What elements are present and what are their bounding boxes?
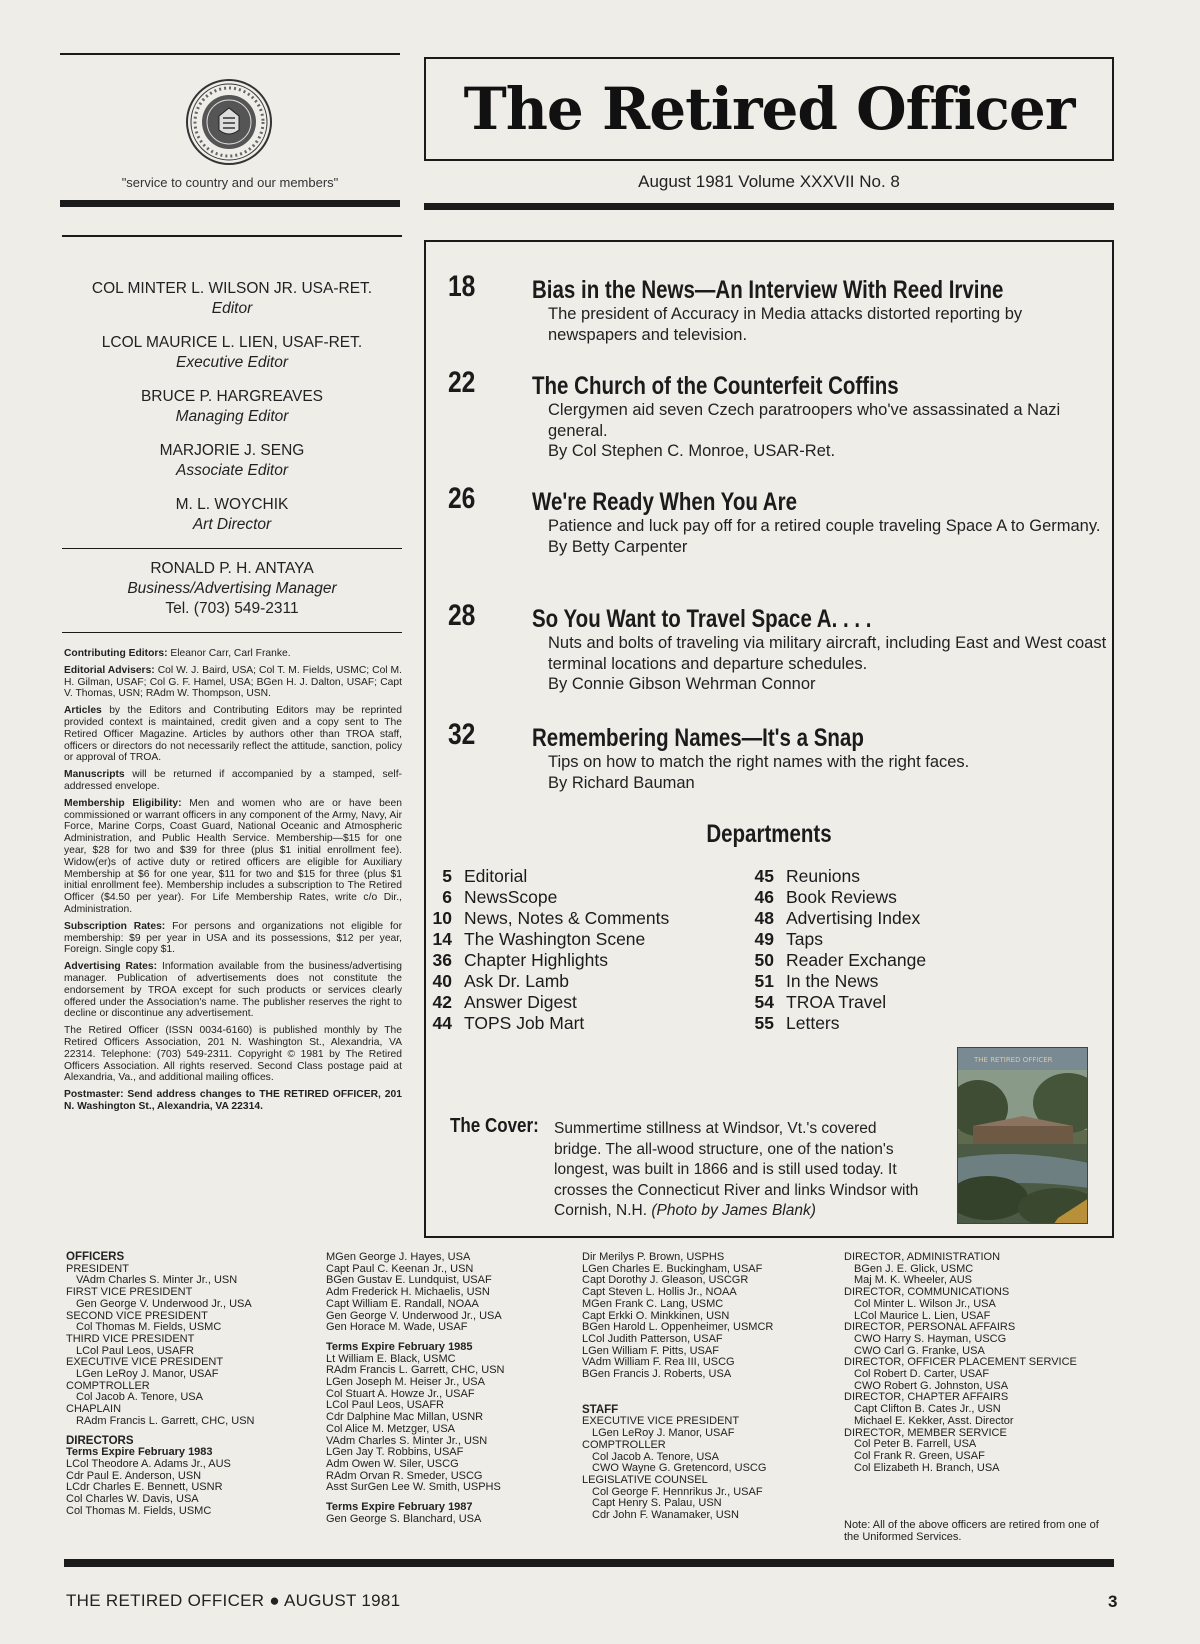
roster-line: Col Stuart A. Howze Jr., USAF <box>326 1387 475 1400</box>
department-item[interactable]: 6 NewsScope <box>442 887 558 907</box>
roster-line: Col Jacob A. Tenore, USA <box>592 1450 719 1463</box>
postmaster-notice: Postmaster: Send address changes to THE RETIRED OFFICER, 201 N. Washington St., Alexandria, VA 22314. <box>64 1089 402 1112</box>
department-item[interactable]: 42 Answer Digest <box>432 992 577 1012</box>
photo-credit: (Photo by James Blank) <box>651 1202 816 1219</box>
roster-line: LCol Paul Leos, USAFR <box>326 1399 444 1412</box>
staff-editor <box>62 280 402 318</box>
roster-line: LCol Theodore A. Adams Jr., AUS <box>66 1457 231 1470</box>
article-page-number: 18 <box>448 270 476 303</box>
roster-line: Capt Henry S. Palau, USN <box>592 1497 722 1510</box>
masthead <box>424 57 1114 161</box>
departments-right-column <box>746 866 926 1034</box>
footer-rule <box>64 1559 1114 1567</box>
roster-line: Col Jacob A. Tenore, USA <box>76 1391 203 1404</box>
departments-heading: Departments <box>706 820 832 848</box>
magazine-title: The Retired Officer <box>463 75 1075 143</box>
roster-line: Col Thomas M. Fields, USMC <box>76 1321 222 1334</box>
department-item[interactable]: 10 News, Notes & Comments <box>432 908 670 928</box>
article-byline: By Connie Gibson Wehrman Connor <box>548 675 816 693</box>
fine-print-paragraph: Membership Eligibility: Men and women who are or have been commissioned or warrant officers in any component of the Army, Navy, Air Force, Marine Corps, Coast Guard, National Oceanic and Atmospheric Administration, and Public Health Service. Membership—$15 for one year, $28 for two and $39 for three (plus $1 initial enrollment fee). Widow(er)s of active duty or retired officers are eligible for Auxiliary Membership at $6 for one year, $11 for two and $15 for three (plus $1 initial enrollment fee). Membership includes a subscription to The Retired Officer ($4.50 per year). For Life Membership Rates, write c/o Dir., Administration. <box>64 797 402 915</box>
article-page-number: 28 <box>448 599 476 632</box>
article-byline: By Betty Carpenter <box>548 537 688 556</box>
staff-role: Executive Editor <box>176 354 288 371</box>
staff-directors-column <box>844 1252 1114 1474</box>
roster-line: DIRECTOR, PERSONAL AFFAIRS <box>844 1321 1016 1334</box>
roster-line: Capt Erkki O. Minkkinen, USN <box>582 1309 730 1322</box>
roster-line: PRESIDENT <box>66 1262 129 1275</box>
roster-line: COMPTROLLER <box>582 1438 666 1451</box>
cover-label: The Cover: <box>450 1115 539 1137</box>
spacer <box>582 1389 822 1397</box>
header-bottom-rule-right <box>424 203 1114 210</box>
roster-line: BGen J. E. Glick, USMC <box>854 1262 974 1275</box>
article-description: The president of Accuracy in Media attacks distorted reporting by newspapers and television. <box>548 305 1023 344</box>
officers-note: Note: All of the above officers are retired from one of the Uniformed Services. <box>844 1519 1099 1543</box>
roster-line: VAdm Charles S. Minter Jr., USN <box>76 1274 238 1287</box>
staff-role: Managing Editor <box>175 408 289 425</box>
roster-line: MGen George J. Hayes, USA <box>326 1251 471 1263</box>
roster-line: RAdm Francis L. Garrett, CHC, USN <box>76 1414 255 1427</box>
staff-managing-editor <box>62 388 402 426</box>
roster-line: Col Peter B. Farrell, USA <box>854 1438 977 1451</box>
department-item[interactable]: 55 Letters <box>754 1013 840 1033</box>
roster-line: BGen Gustav E. Lundquist, USAF <box>326 1274 492 1287</box>
roster-line: DIRECTOR, OFFICER PLACEMENT SERVICE <box>844 1356 1077 1369</box>
directors-staff-column <box>582 1252 822 1522</box>
department-item[interactable]: 50 Reader Exchange <box>754 950 927 970</box>
roster-line: COMPTROLLER <box>66 1379 150 1392</box>
roster-line: LGen LeRoy J. Manor, USAF <box>592 1427 735 1440</box>
article-title[interactable]: Remembering Names—It's a Snap <box>532 724 864 752</box>
department-item[interactable]: 14 The Washington Scene <box>432 929 646 949</box>
roster-line: Col Robert D. Carter, USAF <box>854 1368 990 1381</box>
term-heading: Terms Expire February 1985 <box>326 1340 473 1353</box>
staff-name: RONALD P. H. ANTAYA <box>150 560 314 577</box>
roster-line: FIRST VICE PRESIDENT <box>66 1286 193 1299</box>
staff-role: Associate Editor <box>176 462 288 479</box>
staff-top-rule <box>62 235 402 237</box>
page-number: 3 <box>1108 1592 1118 1611</box>
motto: "service to country and our members" <box>121 175 339 190</box>
roster-line: Asst SurGen Lee W. Smith, USPHS <box>326 1481 501 1494</box>
footer-publication-line: THE RETIRED OFFICER ● AUGUST 1981 <box>66 1591 401 1610</box>
staff-name: M. L. WOYCHIK <box>175 496 289 513</box>
department-item[interactable]: 51 In the News <box>754 971 879 991</box>
article-page-number: 26 <box>448 482 476 515</box>
staff-bottom-rule <box>62 632 402 633</box>
fine-print-paragraph: Articles by the Editors and Contributing Editors may be reprinted provided context is maintained, credit given and a copy sent to The Retired Officer Magazine. Articles by authors other than TROA staff, officers or directors do not necessarily reflect the attitude, sanction, policy or approval of TROA. <box>64 705 402 764</box>
roster-line: DIRECTOR, ADMINISTRATION <box>844 1251 1001 1263</box>
header-top-rule-left <box>60 53 400 55</box>
roster-line: SECOND VICE PRESIDENT <box>66 1309 208 1322</box>
roster-line: Col Thomas M. Fields, USMC <box>66 1504 212 1517</box>
roster-line: MGen Frank C. Lang, USMC <box>582 1297 724 1310</box>
staff-associate-editor <box>62 442 402 480</box>
department-item[interactable]: 46 Book Reviews <box>754 887 897 907</box>
roster-line: Gen Horace M. Wade, USAF <box>326 1321 468 1334</box>
roster-line: LGen Charles E. Buckingham, USAF <box>582 1262 763 1275</box>
roster-line: DIRECTOR, CHAPTER AFFAIRS <box>844 1391 1009 1404</box>
roster-line: Col Charles W. Davis, USA <box>66 1493 199 1506</box>
roster-line: CHAPLAIN <box>66 1403 122 1416</box>
roster-line: CWO Wayne G. Gretencord, USCG <box>592 1462 767 1475</box>
staff-business-manager <box>62 560 402 618</box>
roster-line: LGen Joseph M. Heiser Jr., USA <box>326 1376 485 1389</box>
fine-print-paragraph: Contributing Editors: Eleanor Carr, Carl Franke. <box>64 648 291 659</box>
covered-bridge-photo <box>958 1048 1088 1224</box>
roster-line: Michael E. Kekker, Asst. Director <box>854 1414 1014 1427</box>
roster-line: Col Alice M. Metzger, USA <box>326 1422 455 1435</box>
department-item[interactable]: 44 TOPS Job Mart <box>432 1013 585 1033</box>
staff-name: LCOL MAURICE L. LIEN, USAF-RET. <box>101 334 363 351</box>
roster-line: Maj M. K. Wheeler, AUS <box>854 1274 972 1287</box>
staff-name: COL MINTER L. WILSON JR. USA-RET. <box>91 280 373 297</box>
roster-line: Lt William E. Black, USMC <box>326 1352 456 1365</box>
roster-line: Capt Steven L. Hollis Jr., NOAA <box>582 1286 737 1299</box>
roster-line: BGen Harold L. Oppenheimer, USMCR <box>582 1321 774 1334</box>
association-seal-logo <box>185 78 273 166</box>
section-heading: OFFICERS <box>66 1251 125 1263</box>
article-description: Clergymen aid seven Czech paratroopers who've assassinated a Nazi general. By Col Stephen C. Monroe, USAR-Ret. <box>548 400 1108 462</box>
staff-art-director <box>62 496 402 534</box>
section-heading: STAFF <box>582 1403 619 1416</box>
roster-line: Capt Dorothy J. Gleason, USCGR <box>582 1274 749 1287</box>
staff-name: BRUCE P. HARGREAVES <box>140 388 324 405</box>
spacer <box>582 1397 822 1405</box>
fine-print-paragraph: Advertising Rates: Information available from the business/advertising manager. Publication of advertisements does not constitute the endorsement by TROA except for such products or services clearly offered under the Association's name. The publisher reserves the right to decline or discontinue any advertisement. <box>64 961 402 1020</box>
article-page-number: 32 <box>448 718 476 751</box>
article-byline: By Col Stephen C. Monroe, USAR-Ret. <box>548 442 836 460</box>
article-title[interactable]: We're Ready When You Are <box>532 488 798 516</box>
roster-line: Col George F. Hennrikus Jr., USAF <box>592 1485 763 1498</box>
roster-line: Adm Frederick H. Michaelis, USN <box>326 1286 490 1299</box>
staff-divider <box>62 548 402 549</box>
directors-column <box>326 1252 556 1525</box>
header-bottom-rule <box>60 200 400 207</box>
term-heading: Terms Expire February 1987 <box>326 1501 473 1514</box>
roster-line: Gen George V. Underwood Jr., USA <box>326 1309 502 1322</box>
department-item[interactable]: 36 Chapter Highlights <box>432 950 608 970</box>
roster-line: LGen Jay T. Robbins, USAF <box>326 1446 464 1459</box>
roster-line: RAdm Orvan R. Smeder, USCG <box>326 1469 483 1482</box>
department-item[interactable]: 40 Ask Dr. Lamb <box>432 971 570 991</box>
roster-line: LGen William F. Pitts, USAF <box>582 1344 719 1357</box>
term-heading: Terms Expire February 1983 <box>66 1446 213 1459</box>
issue-line: August 1981 Volume XXXVII No. 8 <box>638 172 900 191</box>
staff-name: MARJORIE J. SENG <box>159 442 305 459</box>
publication-fine-print <box>64 648 402 1118</box>
cover-thumbnail-image[interactable] <box>957 1047 1088 1224</box>
roster-line: Adm Owen W. Siler, USCG <box>326 1457 459 1470</box>
table-of-contents <box>424 240 1114 1238</box>
roster-line: Capt William E. Randall, NOAA <box>326 1297 479 1310</box>
department-item[interactable]: 45 Reunions <box>754 866 860 886</box>
article-page-number: 22 <box>448 366 476 399</box>
roster-line: LGen LeRoy J. Manor, USAF <box>76 1368 219 1381</box>
roster-line: Gen George V. Underwood Jr., USA <box>76 1297 252 1310</box>
department-item[interactable]: 49 Taps <box>754 929 823 949</box>
roster-line: LCdr Charles E. Bennett, USNR <box>66 1481 223 1494</box>
spacer <box>582 1381 822 1389</box>
roster-line: Cdr John F. Wanamaker, USN <box>592 1509 739 1522</box>
roster-line: DIRECTOR, MEMBER SERVICE <box>844 1426 1007 1439</box>
cover-thumbnail-title: THE RETIRED OFFICER <box>974 1056 1053 1064</box>
department-item[interactable]: 48 Advertising Index <box>754 908 921 928</box>
article-byline: By Richard Bauman <box>548 773 695 792</box>
roster-line: Col Elizabeth H. Branch, USA <box>854 1461 1000 1474</box>
roster-line: EXECUTIVE VICE PRESIDENT <box>582 1415 740 1428</box>
roster-line: BGen Francis J. Roberts, USA <box>582 1368 732 1381</box>
officers-column <box>66 1252 296 1517</box>
roster-line: Col Minter L. Wilson Jr., USA <box>854 1297 996 1310</box>
fine-print-paragraph: Manuscripts will be returned if accompanied by a stamped, self-addressed envelope. <box>64 769 402 792</box>
departments-left-column <box>424 866 669 1034</box>
roster-line: Capt Paul C. Keenan Jr., USN <box>326 1262 474 1275</box>
article-title[interactable]: The Church of the Counterfeit Coffins <box>532 372 899 400</box>
roster-line: Cdr Paul E. Anderson, USN <box>66 1469 202 1482</box>
staff-role: Editor <box>211 300 253 317</box>
article-description: Patience and luck pay off for a retired couple traveling Space A to Germany. By Betty Carpenter <box>548 516 1108 557</box>
article-title[interactable]: Bias in the News—An Interview With Reed Irvine <box>532 276 1004 304</box>
staff-executive-editor <box>62 334 402 372</box>
article-description: Nuts and bolts of traveling via military aircraft, including East and West coast terminal locations and departure schedules. By Connie Gibson Wehrman Connor <box>548 634 1107 693</box>
roster-line: EXECUTIVE VICE PRESIDENT <box>66 1356 224 1369</box>
department-item[interactable]: 5 Editorial <box>442 866 528 886</box>
article-description: Tips on how to match the right names with the right faces. By Richard Bauman <box>548 752 1108 793</box>
roster-line: CWO Robert G. Johnston, USA <box>854 1379 1009 1392</box>
roster-line: LEGISLATIVE COUNSEL <box>582 1473 708 1486</box>
cover-description: Summertime stillness at Windsor, Vt.'s covered bridge. The all-wood structure, one of the nation's longest, was built in 1866 and is still used today. It crosses the Connecticut River and links Windsor with Cornish, N.H. (Photo by James Blank) <box>554 1120 919 1219</box>
roster-line: DIRECTOR, COMMUNICATIONS <box>844 1286 1010 1299</box>
roster-line: LCol Maurice L. Lien, USAF <box>854 1309 991 1322</box>
roster-line: Dir Merilys P. Brown, USPHS <box>582 1251 725 1263</box>
staff-role: Business/Advertising Manager <box>127 580 337 597</box>
roster-line: CWO Harry S. Hayman, USCG <box>854 1332 1007 1345</box>
roster-line: LCol Judith Patterson, USAF <box>582 1332 723 1345</box>
roster-line: Capt Clifton B. Cates Jr., USN <box>854 1403 1001 1416</box>
roster-line: RAdm Francis L. Garrett, CHC, USN <box>326 1364 505 1377</box>
roster-line: Col Frank R. Green, USAF <box>854 1449 985 1462</box>
fine-print-paragraph: Editorial Advisers: Col W. J. Baird, USA; Col T. M. Fields, USMC; Col M. H. Gilman, USAF; Col G. F. Hamel, USA; BGen H. J. Dalton, USAF; Capt V. Thomas, USN; RAdm W. Thompson, USN. <box>64 664 402 700</box>
roster-line: THIRD VICE PRESIDENT <box>66 1332 195 1345</box>
staff-telephone: Tel. (703) 549-2311 <box>165 600 299 617</box>
roster-line: Cdr Dalphine Mac Millan, USNR <box>326 1411 484 1424</box>
roster-line: Gen George S. Blanchard, USA <box>326 1512 482 1525</box>
staff-role: Art Director <box>192 516 272 533</box>
department-item[interactable]: 54 TROA Travel <box>754 992 887 1012</box>
article-title[interactable]: So You Want to Travel Space A. . . . <box>532 605 872 633</box>
roster-line: VAdm William F. Rea III, USCG <box>582 1356 735 1369</box>
roster-line: VAdm Charles S. Minter Jr., USN <box>326 1434 488 1447</box>
roster-line: CWO Carl G. Franke, USA <box>854 1344 985 1357</box>
fine-print-paragraph: The Retired Officer (ISSN 0034-6160) is published monthly by The Retired Officers Association, 201 N. Washington St., Alexandria, VA 22314. Telephone: (703) 549-2311. Copyright © 1981 by The Retired Officers Association. All rights reserved. Second Class postage paid at Alexandria, Va., and additional mailing offices. <box>64 1025 402 1084</box>
section-heading: DIRECTORS <box>66 1434 134 1447</box>
roster-line: LCol Paul Leos, USAFR <box>76 1344 194 1357</box>
fine-print-paragraph: Subscription Rates: For persons and organizations not eligible for membership: $9 per year in USA and its possessions, $12 per year, Foreign. Single copy $1. <box>64 920 403 956</box>
